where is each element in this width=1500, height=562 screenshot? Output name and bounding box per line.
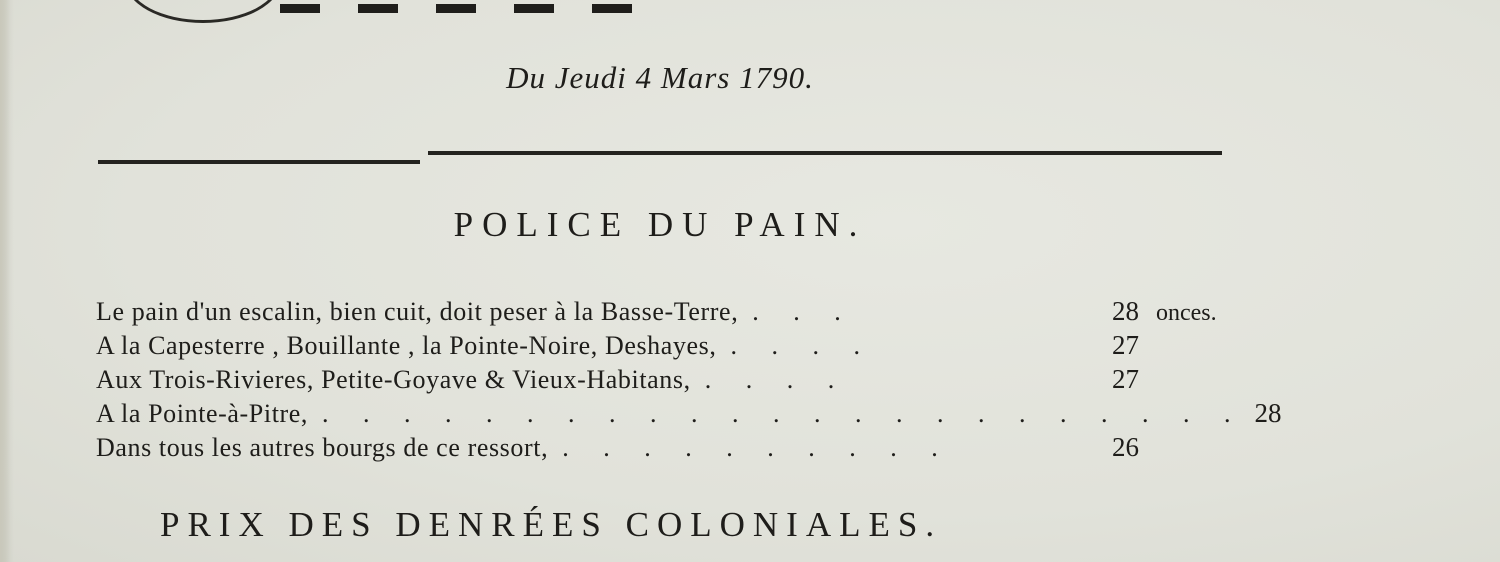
- row-place: A la Pointe-à-Pitre,: [96, 399, 309, 428]
- masthead-letters-cut-off: [280, 0, 632, 20]
- row-weight: 28: [1254, 398, 1282, 428]
- row-place: Le pain d'un escalin, bien cuit, doit peser à la Basse-Terre,: [96, 297, 739, 326]
- divider-rule-right: [428, 151, 1222, 155]
- table-row: [96, 398, 1282, 432]
- issue-date: Du Jeudi 4 Mars 1790.: [506, 60, 814, 95]
- section-title: POLICE DU PAIN.: [453, 205, 867, 244]
- row-leader-dots: . . . .: [730, 331, 874, 360]
- row-weight: 26: [1112, 432, 1139, 462]
- row-place: Aux Trois-Rivieres, Petite-Goyave & Vieux-Habitans,: [96, 365, 691, 394]
- row-weight: 27: [1112, 330, 1139, 360]
- row-weight: 27: [1112, 364, 1139, 394]
- bread-weight-table: [96, 296, 1282, 466]
- masthead-fragment: [120, 0, 1000, 22]
- row-leader-dots: . . . .: [704, 365, 849, 394]
- row-leader-dots: . . . . . . . . . . . . . . . . . . . . . . .: [322, 399, 1245, 428]
- masthead-seal-ornament: [125, 0, 281, 23]
- row-leader-dots: . . .: [752, 297, 855, 326]
- row-unit: onces.: [1156, 300, 1217, 326]
- row-weight: 28: [1112, 296, 1139, 326]
- divider-rule-left: [98, 160, 420, 164]
- table-row: [96, 364, 1246, 398]
- row-place: A la Capesterre , Bouillante , la Pointe-Noire, Deshayes,: [96, 331, 717, 360]
- row-place: Dans tous les autres bourgs de ce ressort,: [96, 433, 549, 462]
- table-row: [96, 330, 1246, 364]
- next-section-title: PRIX DES DENRÉES COLONIALES.: [160, 505, 943, 544]
- table-row: [96, 296, 1246, 330]
- table-row: [96, 432, 1246, 466]
- row-leader-dots: . . . . . . . . . .: [562, 433, 952, 462]
